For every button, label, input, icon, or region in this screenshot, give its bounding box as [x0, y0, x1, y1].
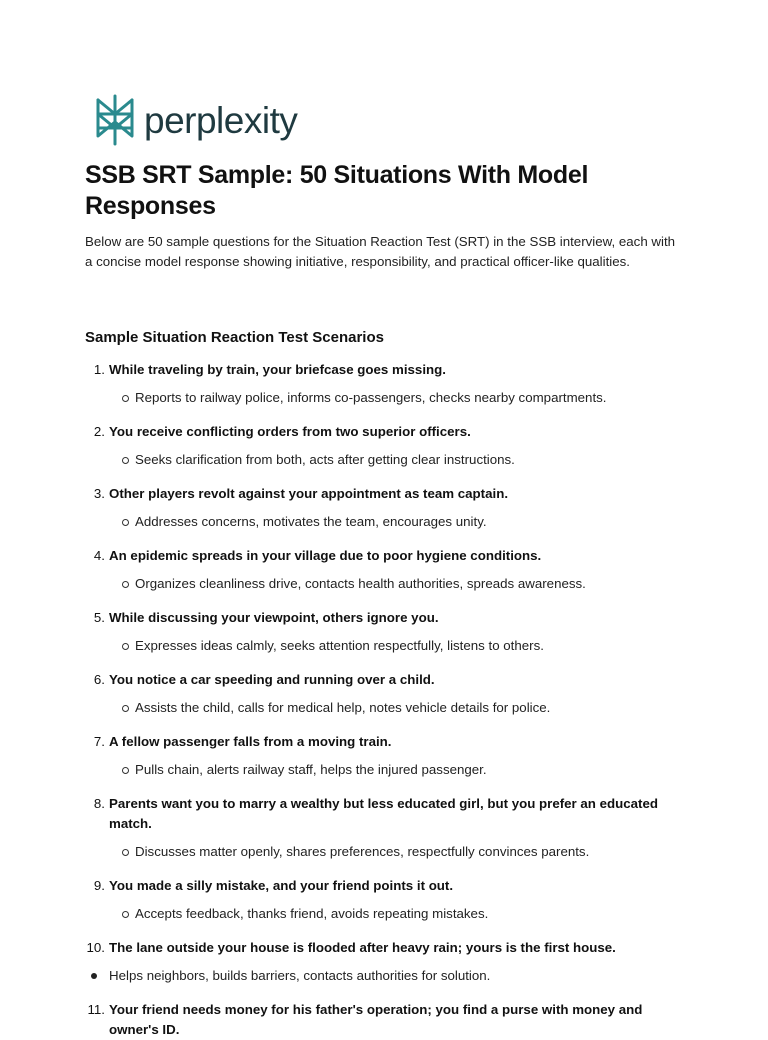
response-text: Reports to railway police, informs co-passengers, checks nearby compartments. [135, 390, 607, 405]
circle-bullet-icon [122, 395, 129, 402]
question-text: While traveling by train, your briefcase goes missing. [109, 362, 446, 377]
model-response [85, 450, 685, 470]
circle-bullet-icon [122, 581, 129, 588]
situation-question [85, 732, 685, 752]
situation-question [85, 608, 685, 628]
question-text: A fellow passenger falls from a moving train. [109, 734, 392, 749]
circle-bullet-icon [122, 911, 129, 918]
circle-bullet-icon [122, 643, 129, 650]
item-number: 8. [93, 796, 105, 811]
situation-question [85, 422, 685, 442]
situation-question [85, 484, 685, 504]
response-text: Seeks clarification from both, acts after getting clear instructions. [135, 452, 515, 467]
solid-bullet-icon [91, 973, 97, 979]
model-response [85, 904, 685, 924]
scenario-list [85, 360, 685, 1040]
question-text: An epidemic spreads in your village due to poor hygiene conditions. [109, 548, 542, 563]
question-text: You made a silly mistake, and your friend points it out. [109, 878, 454, 893]
situation-question [85, 876, 685, 896]
list-item [85, 938, 685, 986]
item-number: 10. [86, 940, 105, 955]
list-item [85, 794, 685, 862]
circle-bullet-icon [122, 457, 129, 464]
brand-logo [94, 94, 297, 146]
model-response [85, 698, 685, 718]
list-item [85, 608, 685, 656]
circle-bullet-icon [122, 767, 129, 774]
question-text: Parents want you to marry a wealthy but less educated girl, but you prefer an educated match. [109, 796, 659, 831]
question-text: Other players revolt against your appointment as team captain. [109, 486, 509, 501]
list-item [85, 422, 685, 470]
situation-question [85, 360, 685, 380]
model-response [85, 388, 685, 408]
list-item [85, 1000, 685, 1040]
model-response [85, 966, 685, 986]
model-response [85, 636, 685, 656]
situation-question [85, 670, 685, 690]
model-response [85, 842, 685, 862]
question-text: The lane outside your house is flooded after heavy rain; yours is the first house. [109, 940, 616, 955]
response-text: Discusses matter openly, shares preferences, respectfully convinces parents. [135, 844, 590, 859]
list-item [85, 546, 685, 594]
section-heading: Sample Situation Reaction Test Scenarios [85, 329, 384, 346]
question-text: You notice a car speeding and running over a child. [109, 672, 435, 687]
item-number: 2. [93, 424, 105, 439]
model-response [85, 512, 685, 532]
brand-name: perplexity [144, 99, 298, 141]
list-item [85, 360, 685, 408]
intro-paragraph: Below are 50 sample questions for the Situation Reaction Test (SRT) in the SSB interview, each with a concise model response showing initiative, responsibility, and practical officer-like qualities. [85, 234, 676, 269]
response-text: Addresses concerns, motivates the team, encourages unity. [135, 514, 487, 529]
model-response [85, 574, 685, 594]
response-text: Assists the child, calls for medical help, notes vehicle details for police. [135, 700, 551, 715]
list-item [85, 876, 685, 924]
item-number: 3. [93, 486, 105, 501]
response-text: Accepts feedback, thanks friend, avoids repeating mistakes. [135, 906, 489, 921]
situation-question [85, 794, 685, 834]
situation-question [85, 546, 685, 566]
list-item [85, 484, 685, 532]
item-number: 1. [93, 362, 105, 377]
item-number: 7. [93, 734, 105, 749]
model-response [85, 760, 685, 780]
question-text: While discussing your viewpoint, others ignore you. [109, 610, 439, 625]
situation-question [85, 938, 685, 958]
response-text: Organizes cleanliness drive, contacts health authorities, spreads awareness. [135, 576, 586, 591]
page-title: SSB SRT Sample: 50 Situations With Model Responses [85, 161, 589, 220]
perplexity-logo-icon [94, 94, 136, 146]
list-item [85, 732, 685, 780]
situation-question [85, 1000, 685, 1040]
question-text: Your friend needs money for his father's operation; you find a purse with money and owner's ID. [109, 1002, 643, 1037]
response-text: Helps neighbors, builds barriers, contacts authorities for solution. [109, 968, 491, 983]
circle-bullet-icon [122, 849, 129, 856]
item-number: 9. [93, 878, 105, 893]
response-text: Expresses ideas calmly, seeks attention respectfully, listens to others. [135, 638, 544, 653]
item-number: 6. [93, 672, 105, 687]
response-text: Pulls chain, alerts railway staff, helps the injured passenger. [135, 762, 487, 777]
circle-bullet-icon [122, 705, 129, 712]
question-text: You receive conflicting orders from two superior officers. [109, 424, 471, 439]
item-number: 11. [87, 1002, 105, 1017]
list-item [85, 670, 685, 718]
circle-bullet-icon [122, 519, 129, 526]
item-number: 4. [93, 548, 105, 563]
item-number: 5. [93, 610, 105, 625]
